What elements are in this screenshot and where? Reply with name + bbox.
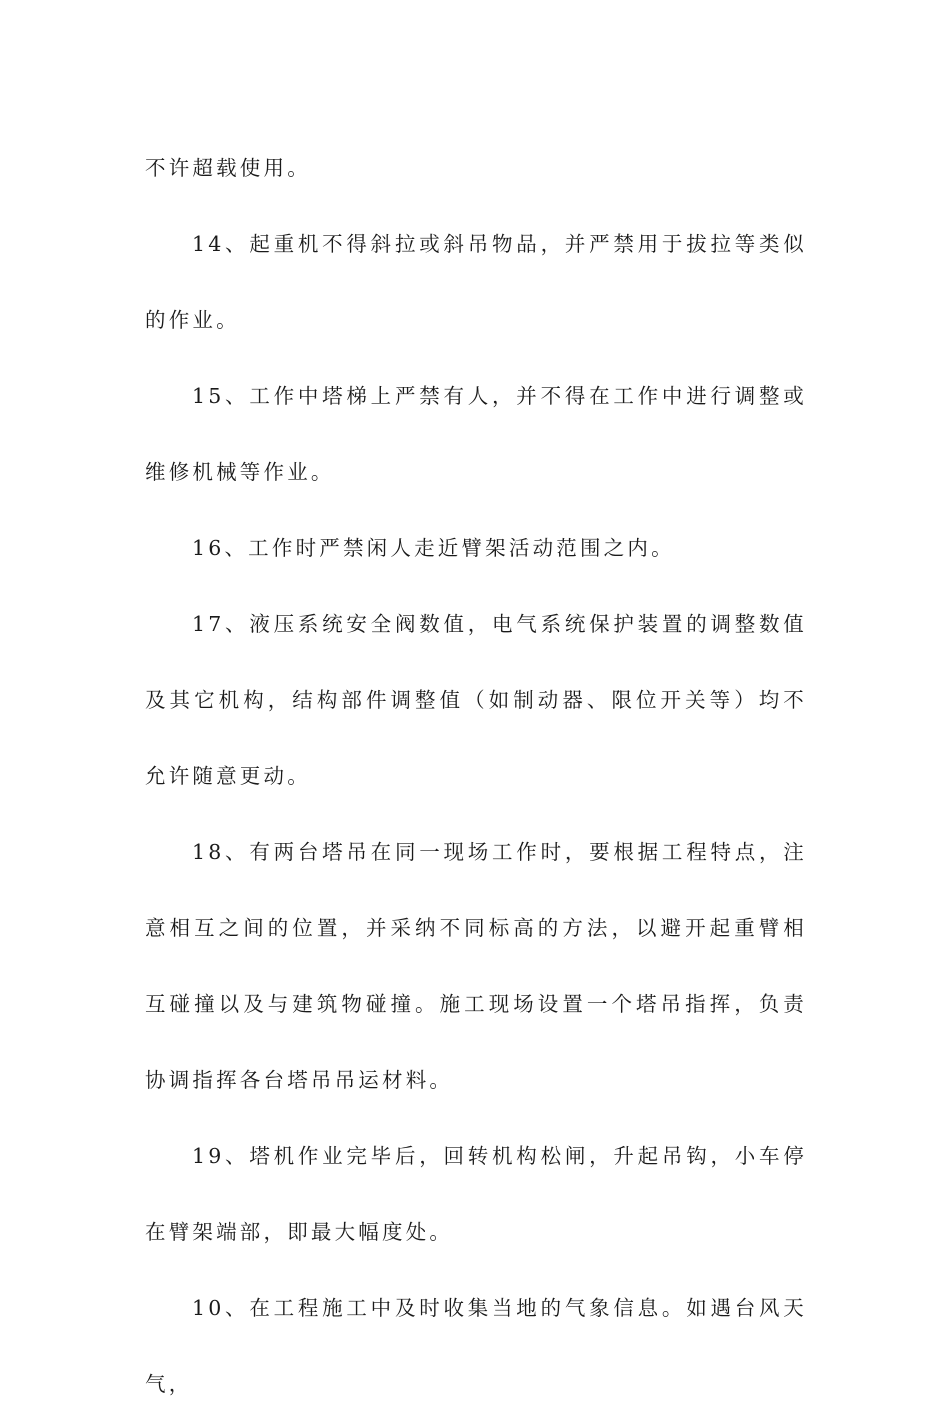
document-body (145, 130, 807, 1422)
paragraph-item-10: 10、在工程施工中及时收集当地的气象信息。如遇台风天气， (145, 1296, 807, 1396)
paragraph-item-18: 18、有两台塔吊在同一现场工作时，要根据工程特点，注意相互之间的位置，并采纳不同标高的方法，以避开起重臂相互碰撞以及与建筑物碰撞。施工现场设置一个塔吊指挥，负责协调指挥各台塔吊吊运材料。 (145, 840, 807, 1092)
paragraph-item-19: 19、塔机作业完毕后，回转机构松闸，升起吊钩，小车停在臂架端部，即最大幅度处。 (145, 1144, 807, 1244)
paragraph-item-15: 15、工作中塔梯上严禁有人，并不得在工作中进行调整或维修机械等作业。 (145, 384, 807, 484)
paragraph-continuation: 不许超载使用。 (145, 156, 311, 180)
paragraph-item-16: 16、工作时严禁闲人走近臂架活动范围之内。 (192, 536, 675, 560)
paragraph-item-14: 14、起重机不得斜拉或斜吊物品，并严禁用于拔拉等类似的作业。 (145, 232, 807, 332)
paragraph-item-17: 17、液压系统安全阀数值，电气系统保护装置的调整数值及其它机构，结构部件调整值（如制动器、限位开关等）均不允许随意更动。 (145, 612, 807, 788)
